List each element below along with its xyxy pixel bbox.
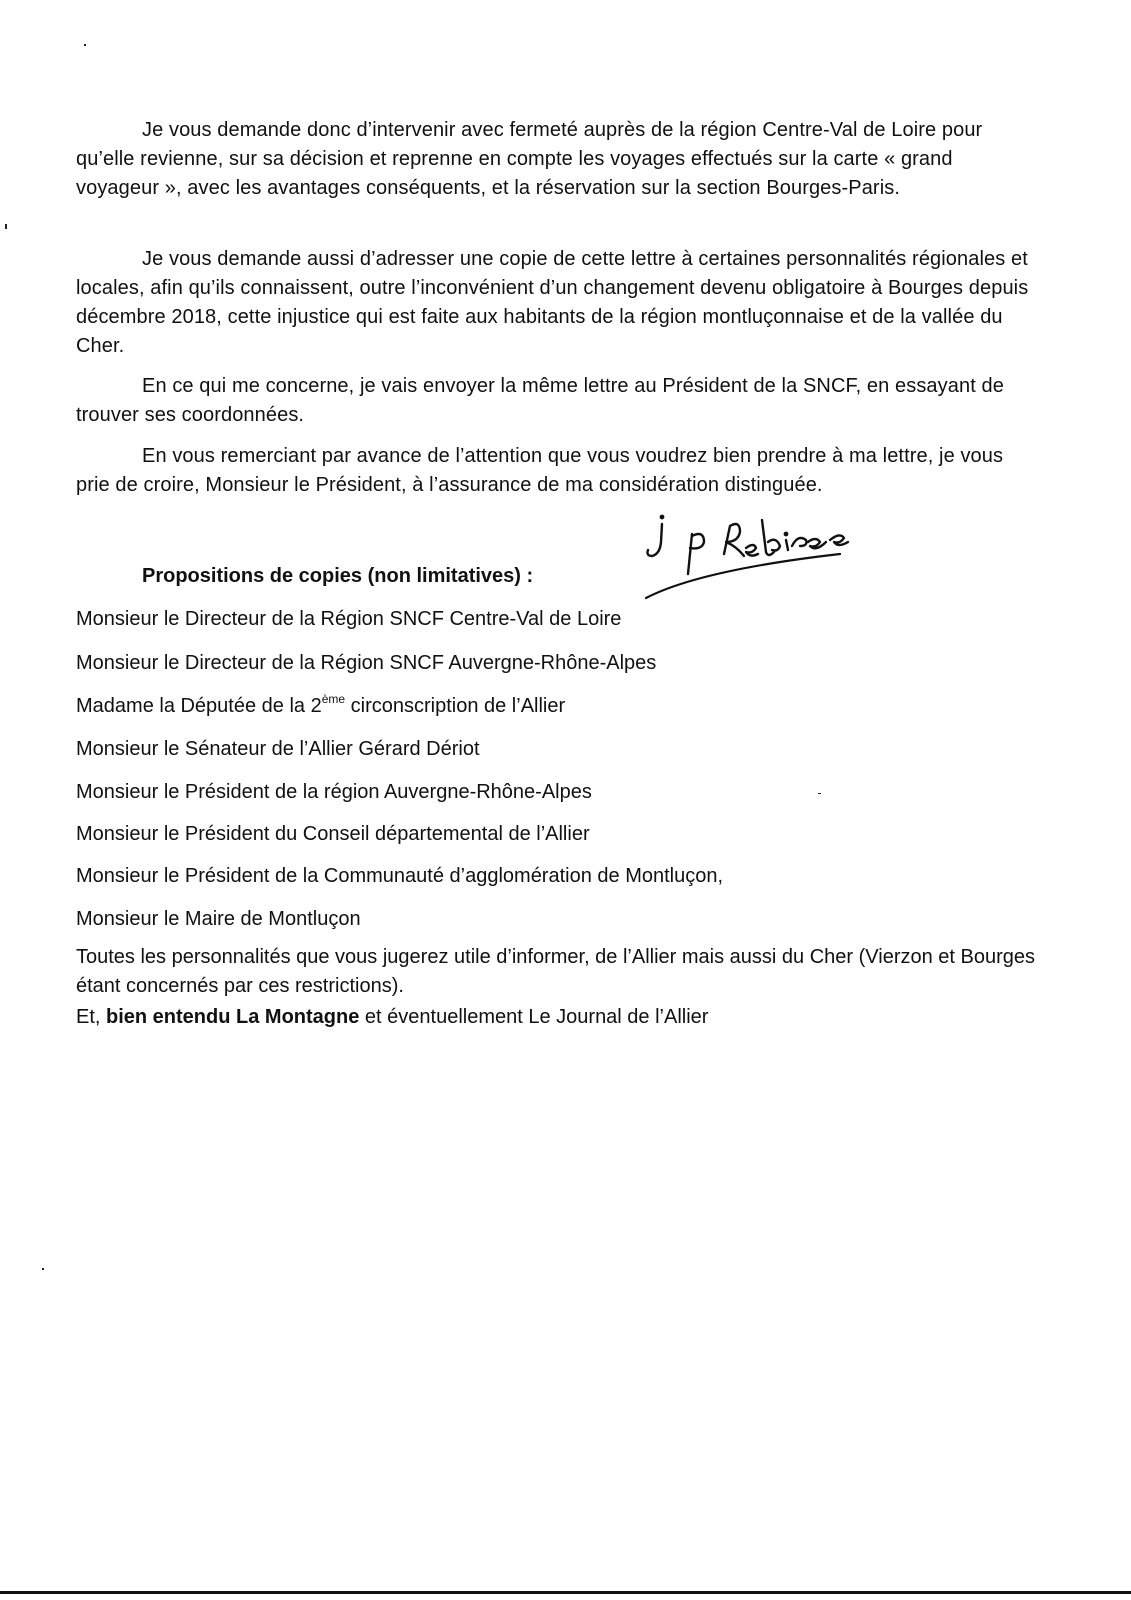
- letter-paragraph-1: [76, 116, 1036, 203]
- copies-closing-paragraph: Toutes les personnalités que vous jugerez utile d’informer, de l’Allier mais aussi du Cher (Vierzon et Bourges étant concernés par ces restrictions).: [76, 946, 1036, 997]
- copies-final-line: [76, 1003, 1036, 1032]
- recipient-text: circonscription de l’Allier: [345, 695, 566, 717]
- handwritten-signature: [640, 512, 870, 602]
- copy-recipient: Monsieur le Président de la Communauté d’agglomération de Montluçon,: [76, 865, 724, 887]
- copy-recipient: Monsieur le Sénateur de l’Allier Gérard Dériot: [76, 738, 480, 760]
- copies-heading: Propositions de copies (non limitatives) :: [142, 565, 534, 587]
- newspaper-emphasis: bien entendu La Montagne: [106, 1006, 360, 1028]
- paragraph-text: En vous remerciant par avance de l’attention que vous voudrez bien prendre à ma lettre, je vous prie de croire, Monsieur le Président, à l’assurance de ma considération distinguée.: [76, 445, 1004, 496]
- scan-speck: [5, 224, 7, 229]
- ordinal-superscript: ème: [321, 692, 346, 706]
- copy-recipient: Monsieur le Président du Conseil départemental de l’Allier: [76, 823, 590, 845]
- letter-paragraph-3: [76, 372, 1036, 430]
- scan-speck: [818, 793, 821, 794]
- scan-bottom-edge: [0, 1591, 1131, 1594]
- paragraph-text: Je vous demande aussi d’adresser une copie de cette lettre à certaines personnalités régionales et locales, afin qu’ils connaissent, outre l’inconvénient d’un changement devenu obligatoire à Bourges depuis décembre 2018, cette injustice qui est faite aux habitants de la région montluçonnaise et de la vallée du Cher.: [76, 248, 1029, 357]
- copy-recipient: Monsieur le Directeur de la Région SNCF Auvergne-Rhône-Alpes: [76, 652, 657, 674]
- scan-speck: [42, 1268, 44, 1270]
- paragraph-text: En ce qui me concerne, je vais envoyer la même lettre au Président de la SNCF, en essayant de trouver ses coordonnées.: [76, 375, 1004, 426]
- copy-recipient: Monsieur le Directeur de la Région SNCF Centre-Val de Loire: [76, 608, 622, 630]
- copy-recipient: [76, 692, 565, 721]
- letter-paragraph-2: [76, 245, 1036, 361]
- recipient-text: Madame la Députée de la 2: [76, 695, 322, 717]
- copy-recipient: Monsieur le Président de la région Auvergne-Rhône-Alpes: [76, 781, 592, 803]
- copy-recipient: Monsieur le Maire de Montluçon: [76, 908, 361, 930]
- letter-paragraph-4: [76, 442, 1036, 500]
- final-line-prefix: Et,: [76, 1006, 107, 1028]
- final-line-suffix: et éventuellement Le Journal de l’Allier: [359, 1006, 709, 1028]
- paragraph-text: Je vous demande donc d’intervenir avec fermeté auprès de la région Centre-Val de Loire pour qu’elle revienne, sur sa décision et reprenne en compte les voyages effectués sur la carte « grand voyageur », avec les avantages conséquents, et la réservation sur la section Bourges-Paris.: [76, 119, 983, 199]
- scan-speck: [84, 44, 86, 46]
